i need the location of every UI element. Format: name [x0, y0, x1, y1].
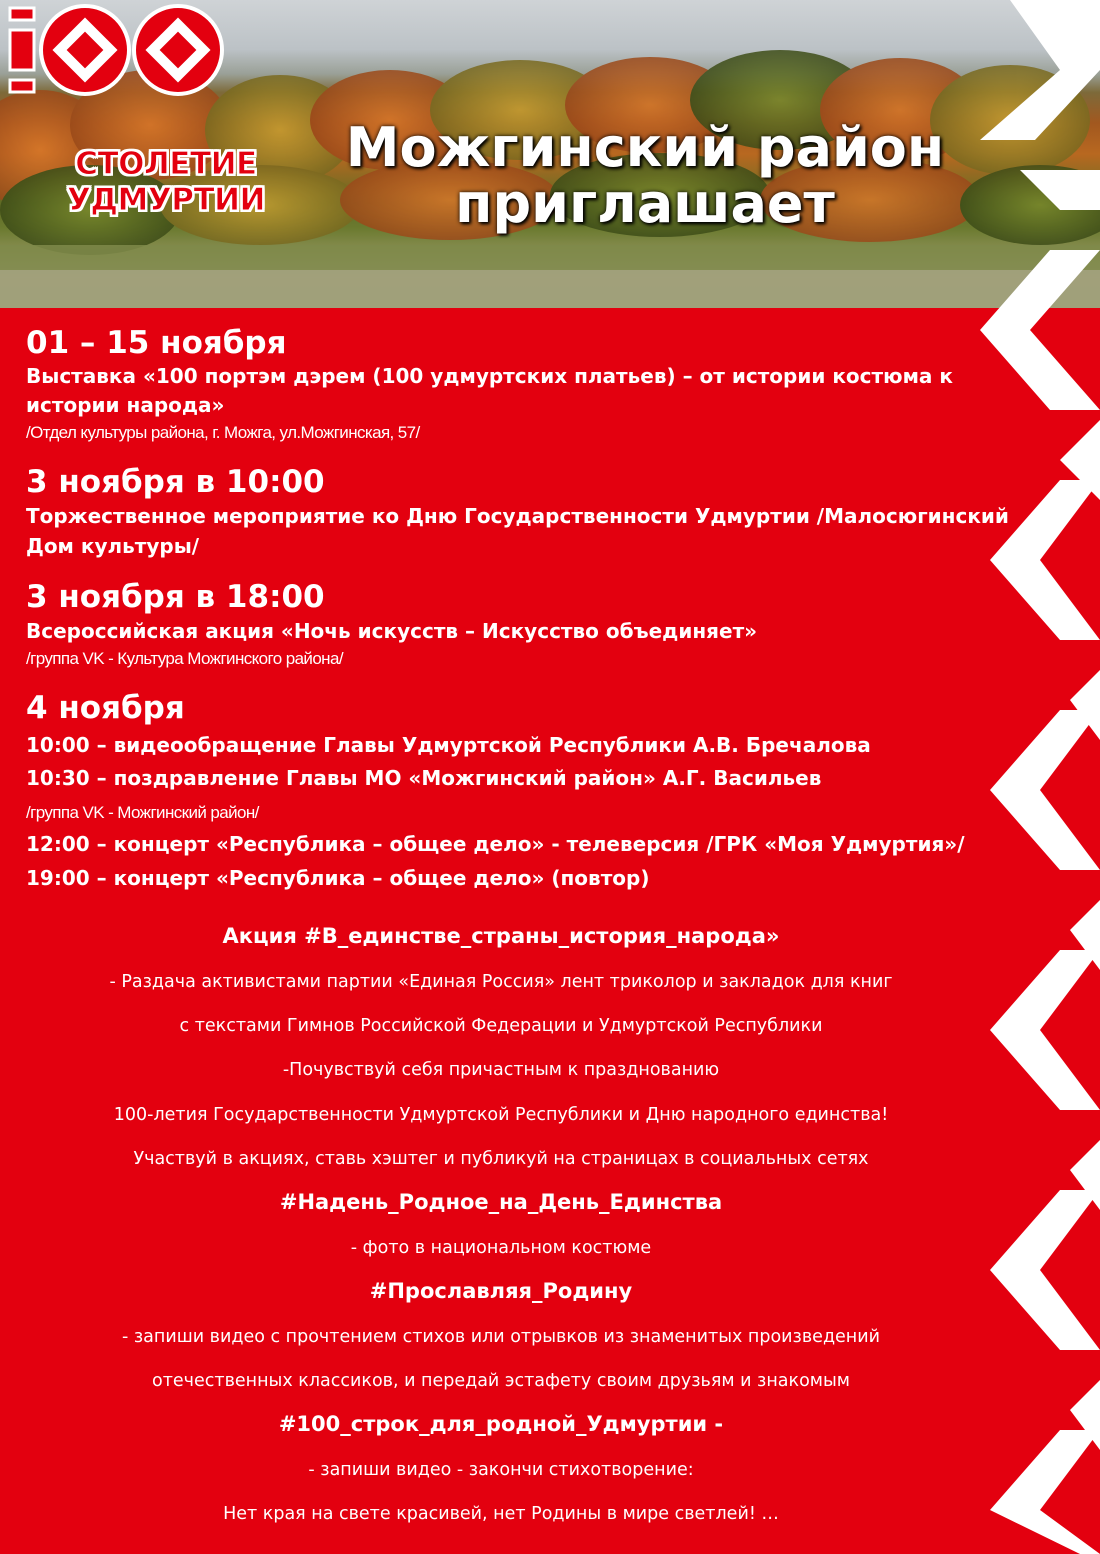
action-line: - фото в национальном костюме	[350, 1238, 652, 1258]
hashtag: #100_строк_для_родной_Удмуртии -	[278, 1412, 724, 1436]
action-line: - Раздача активистами партии «Единая Россия» лент триколор и закладок для книг	[109, 972, 893, 992]
event-date: 3 ноября в 10:00	[26, 464, 325, 500]
action-line: Участвуй в акциях, ставь хэштег и публикуй на страницах в социальных сетях	[133, 1149, 869, 1169]
action-heading: Акция #В_единстве_страны_история_народа»	[222, 924, 780, 948]
hashtag: #Прославляя_Родину	[369, 1279, 633, 1303]
logo-line1: СТОЛЕТИЕ	[75, 146, 257, 182]
header-landscape-photo	[0, 0, 1100, 308]
event-place: /группа VK - Культура Можгинского района/	[26, 649, 343, 668]
event-date: 4 ноября	[26, 690, 185, 726]
event-text: Дом культуры/	[26, 534, 200, 558]
action-line: с текстами Гимнов Российской Федерации и Удмуртской Республики	[179, 1016, 823, 1036]
logo-line2: УДМУРТИИ	[66, 182, 265, 218]
event-text: Торжественное мероприятие ко Дню Государственности Удмуртии /Малосюгинский	[26, 504, 1009, 528]
event-text: Всероссийская акция «Ночь искусств – Искусство объединяет»	[26, 619, 758, 643]
title-line2: приглашает	[455, 172, 835, 235]
page-title	[340, 116, 950, 235]
action-line: отечественных классиков, и передай эстафету своим друзьям и знакомым	[151, 1371, 851, 1391]
title-line1: Можгинский район	[345, 116, 945, 179]
action-line: 100-летия Государственности Удмуртской Республики и Дню народного единства!	[113, 1105, 889, 1125]
ornament-chevron-border-icon	[960, 0, 1100, 1554]
event-text: 10:30 – поздравление Главы МО «Можгинский район» А.Г. Васильев	[26, 766, 822, 790]
event-text: 19:00 – концерт «Республика – общее дело» (повтор)	[26, 866, 650, 890]
action-line: - запиши видео - закончи стихотворение:	[308, 1460, 694, 1480]
action-line: -Почувствуй себя причастным к празднованию	[282, 1060, 720, 1080]
action-line: Нет края на свете красивей, нет Родины в мире светлей! …	[223, 1504, 779, 1524]
event-text: истории народа»	[26, 393, 225, 417]
event-text: Выставка «100 портэм дэрем (100 удмуртских платьев) – от истории костюма к	[26, 364, 953, 388]
event-place: /Отдел культуры района, г. Можга, ул.Можгинская, 57/	[26, 423, 420, 442]
logo-caption	[56, 146, 276, 218]
event-text: 12:00 – концерт «Республика – общее дело» - телеверсия /ГРК «Моя Удмуртия»/	[26, 832, 965, 856]
event-date: 3 ноября в 18:00	[26, 579, 325, 615]
event-date: 01 – 15 ноября	[26, 325, 287, 361]
action-line: - запиши видео с прочтением стихов или отрывков из знаменитых произведений	[122, 1327, 880, 1347]
hashtag: #Надень_Родное_на_День_Единства	[279, 1190, 723, 1214]
event-text: 10:00 – видеообращение Главы Удмуртской Республики А.В. Бречалова	[26, 733, 871, 757]
event-place: /группа VK - Можгинский район/	[26, 803, 259, 822]
